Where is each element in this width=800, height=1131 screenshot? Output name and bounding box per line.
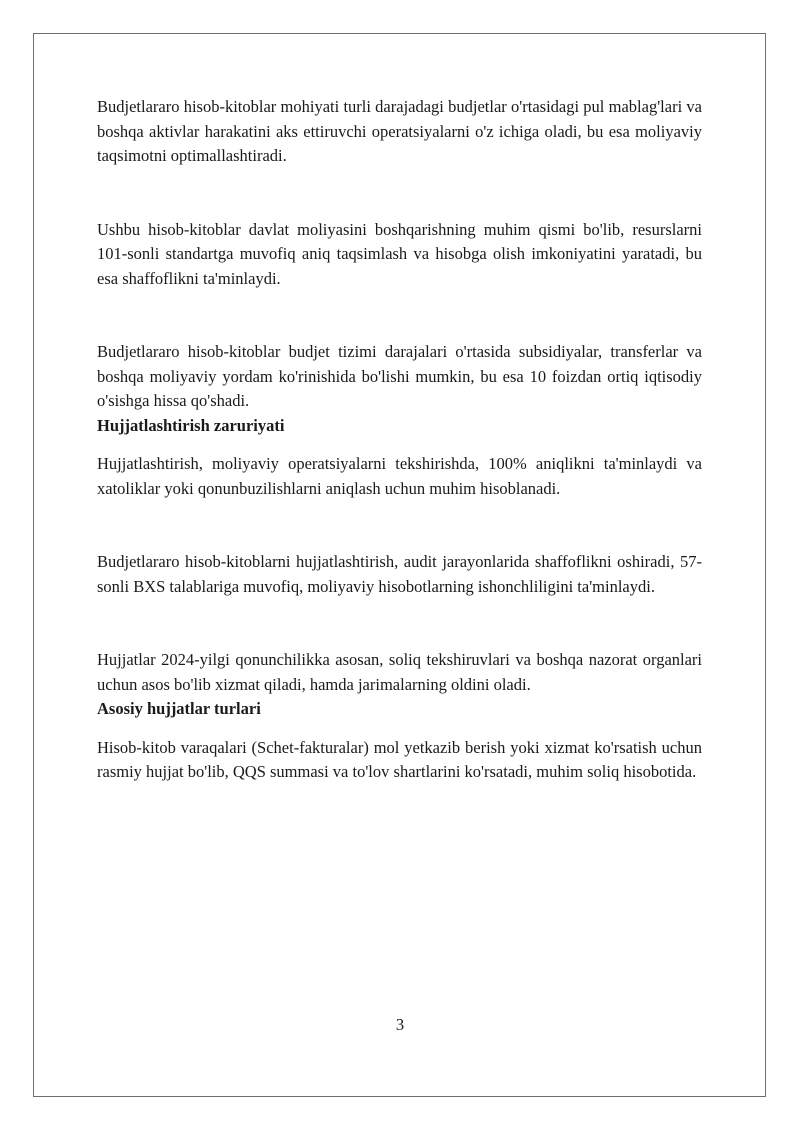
page-number: 3 <box>395 1015 405 1034</box>
heading-documentation-necessity: Hujjatlashtirish zaruriyati <box>97 415 285 435</box>
paragraph-subsidies: Budjetlararo hisob-kitoblar budjet tizimi darajalari o'rtasida subsidiyalar, transferlar va boshqa moliyaviy yordam ko'rinishida bo'lishi mumkin, bu esa 10 foizdan ortiq iqtisodiy o'sishga hissa qo'shadi. <box>97 342 702 410</box>
document-body <box>97 95 702 785</box>
paragraph-state-finance: Ushbu hisob-kitoblar davlat moliyasini boshqarishning muhim qismi bo'lib, resurslarni 101-sonli standartga muvofiq aniq taqsimlash va hisobga olish imkoniyatini yaratadi, bu esa shaffoflikni ta'minlaydi. <box>97 219 702 288</box>
heading-document-types: Asosiy hujjatlar turlari <box>97 699 261 718</box>
paragraph-documentation-accuracy: Hujjatlashtirish, moliyaviy operatsiyalarni tekshirishda, 100% aniqlikni ta'minlaydi va xatoliklar yoki qonunbuzilishlarni aniqlash uchun muhim hisoblanadi. <box>97 454 702 498</box>
paragraph-interbudget-essence: Budjetlararo hisob-kitoblar mohiyati turli darajadagi budjetlar o'rtasidagi pul mablag'lari va boshqa aktivlar harakatini aks ettiruvchi operatsiyalarni o'z ichiga oladi, bu esa moliyaviy taqsimotni optimallashtiradi. <box>97 97 702 165</box>
paragraph-legislation: Hujjatlar 2024-yilgi qonunchilikka asosan, soliq tekshiruvlari va boshqa nazorat organlari uchun asos bo'lib xizmat qiladi, hamda jarimalarning oldini oladi. <box>97 650 702 694</box>
paragraph-invoices: Hisob-kitob varaqalari (Schet-fakturalar) mol yetkazib berish yoki xizmat ko'rsatish uchun rasmiy hujjat bo'lib, QQS summasi va to'lov shartlarini ko'rsatadi, muhim soliq hisobotida. <box>97 737 702 781</box>
paragraph-documentation-audit: Budjetlararo hisob-kitoblarni hujjatlashtirish, audit jarayonlarida shaffoflikni oshiradi, 57-sonli BXS talablariga muvofiq, moliyaviy hisobotlarning ishonchliligini ta'minlaydi. <box>97 552 702 596</box>
